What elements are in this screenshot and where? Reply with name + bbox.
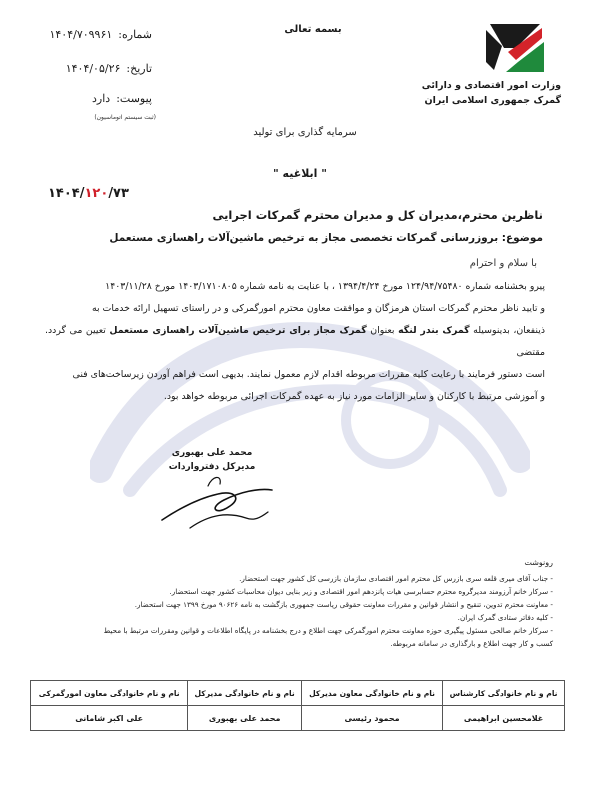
cc-item: کسب و کار جهت اطلاع و بارگذاری در سامانه مربوطه.: [390, 639, 553, 648]
table-cell: علی اکبر شامانی: [31, 706, 188, 731]
cc-item: - سرکار خانم آرزومند مدیرگروه محترم حسابرسی هیات پانزدهم امور اقتصادی و زیر بنایی دیوان محاسبات کشور جهت استحضار.: [169, 587, 553, 596]
signer-name: محمد علی بهبوری: [171, 448, 253, 458]
bismillah: بسمه تعالی: [284, 24, 342, 35]
table-header-cell: نام و نام خانوادگی معاون مدیرکل: [301, 681, 442, 706]
addressee: ناظرین محترم،مدیران کل و مدیران محترم گمرکات اجرایی: [212, 208, 543, 222]
signer-title: مدیرکل دفترواردات: [168, 462, 256, 472]
cc-item: - کلیه دفاتر ستادی گمرک ایران.: [457, 613, 553, 622]
table-header-cell: نام و نام خانوادگی معاون امورگمرکی: [31, 681, 188, 706]
body-line: است دستور فرمایند با رعایت کلیه مقررات مربوطه اقدام لازم معمول نمایند. بدیهی است فراهم آوردن زیرساخت‌های فنی: [72, 369, 545, 380]
table-cell: محمد علی بهبوری: [188, 706, 302, 731]
subject-line: موضوع: بروزرسانی گمرکات تخصصی مجاز به ترخیص ماشین‌آلات راهسازی مستعمل: [109, 232, 543, 244]
cc-item: - معاونت محترم تدوین، تنقیح و انتشار قوانین و مقررات معاونت حقوقی ریاست جمهوری بازگشت به نامه ۹۰۶۲۶ مورخ ۱۳۹۹ جهت استحضار.: [134, 600, 553, 609]
cc-item: - جناب آقای میری قلعه سری بازرس کل محترم امور اقتصادی سازمان بازرسی کل کشور جهت استحضار.: [239, 574, 553, 583]
table-cell: غلامحسین ابراهیمی: [443, 706, 565, 731]
letter-number: [22, 28, 152, 41]
letter-number-value: ۱۴۰۴/۷۰۹۹۶۱: [49, 28, 113, 41]
table-row: [31, 706, 565, 731]
document-number-suffix: /۷۳: [108, 186, 129, 201]
letter-attachment: [22, 92, 152, 105]
cc-title: رونوشت: [524, 558, 553, 567]
system-note: (ثبت سیستم اتوماسیون): [94, 114, 156, 121]
body-line: [45, 320, 545, 364]
body-text-segment: تعیین می گردد. مقتضی: [45, 325, 545, 358]
customs-logo: [482, 16, 552, 76]
ministry-name: وزارت امور اقتصادی و دارائی: [421, 80, 561, 91]
letter-date: [22, 62, 152, 75]
table-cell: محمود رئیسی: [301, 706, 442, 731]
table-header-cell: نام و نام خانوادگی مدیرکل: [188, 681, 302, 706]
letter-attachment-value: دارد: [92, 92, 111, 105]
body-line: و تایید ناظر محترم گمرکات استان هرمزگان و موافقت معاون محترم امورگمرکی و در راستای تسهیل ارائه خدمات به: [91, 303, 545, 314]
cc-item: - سرکار خانم صالحی مسئول پیگیری حوزه معاونت محترم امورگمرکی جهت اطلاع و درج بخشنامه در پایگاه اطلاعات و قوانین ومقررات مرتبط با محیط: [103, 626, 553, 635]
body-bold-segment: گمرک بندر لنگه: [398, 325, 470, 336]
letter-number-label: شماره:: [118, 28, 152, 41]
handwritten-signature: [150, 468, 280, 538]
document-number-prefix: ۱۴۰۴/: [48, 186, 85, 201]
table-row: [31, 681, 565, 706]
body-bold-segment: گمرک مجاز برای ترخیص ماشین‌آلات راهسازی مستعمل: [109, 325, 367, 336]
greeting: با سلام و احترام: [469, 258, 537, 269]
document-number: [48, 186, 129, 201]
letter-date-label: تاریخ:: [126, 62, 152, 75]
signatories-table: [30, 680, 565, 731]
body-text-segment: ذینفعان، بدینوسیله: [473, 325, 545, 336]
letter-attachment-label: پیوست:: [116, 92, 152, 105]
eblaghieh-title: " ابلاغیه ": [272, 167, 328, 180]
body-text-segment: بعنوان: [370, 325, 395, 336]
handwritten-note: سرمایه گذاری برای تولید: [253, 127, 357, 138]
body-line: و آموزشی مرتبط با کارکنان و سایر الزامات مورد نیاز به عهده گمرکات اجرائی مربوطه خواهد بود.: [163, 391, 545, 402]
document-number-highlight: ۱۲۰: [84, 186, 109, 201]
ministry-block: [401, 78, 561, 108]
body-line: پیرو بخشنامه شماره ۱۲۴/۹۴/۷۵۴۸۰ مورخ ۱۳۹۴/۴/۲۴ ، با عنایت به نامه شماره ۱۴۰۳/۱۷۱۰۸۰۵ مورخ ۱۴۰۳/۱۱/۲۸: [105, 281, 545, 292]
organization-name: گمرک جمهوری اسلامی ایران: [424, 95, 561, 106]
letter-date-value: ۱۴۰۴/۰۵/۲۶: [65, 62, 121, 75]
table-header-cell: نام و نام خانوادگی کارشناس: [443, 681, 565, 706]
letter-body: [45, 276, 545, 408]
cc-list: [33, 572, 553, 650]
